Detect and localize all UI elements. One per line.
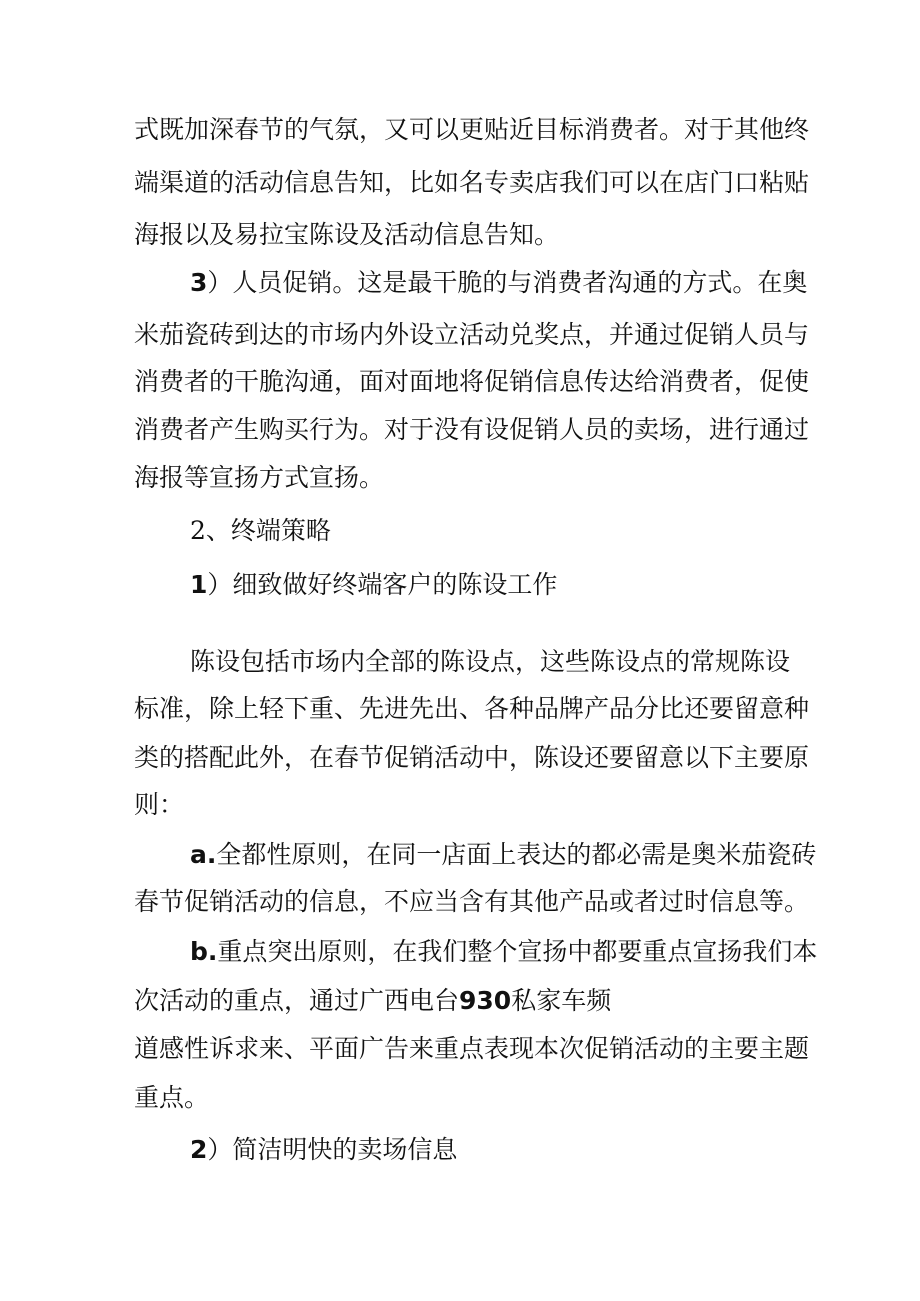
subsection-heading (190, 568, 557, 602)
paragraph-line: 春节促销活动的信息，不应当含有其他产品或者过时信息等。 (134, 887, 810, 916)
item-marker: b. (190, 937, 218, 966)
paragraph-text: 全都性原则，在同一店面上表达的都必需是奥米茄瓷砖 (216, 840, 817, 869)
subsection-heading (190, 1133, 457, 1167)
subsection-text: ）细致做好终端客户的陈设工作 (207, 570, 558, 599)
item-marker: a. (190, 840, 217, 869)
paragraph-first-line (190, 838, 816, 872)
paragraph-first-line (190, 266, 807, 300)
item-number: 3 (190, 268, 208, 297)
paragraph-first-line: 陈设包括市场内全部的陈设点，这些陈设点的常规陈设 (190, 647, 791, 676)
paragraph-line: 标准，除上轻下重、先进先出、各种品牌产品分比还要留意种 (134, 694, 810, 723)
paragraph-line: 消费者的干脆沟通，面对面地将促销信息传达给消费者，促使 (134, 367, 810, 396)
radio-frequency-number: 930 (459, 986, 512, 1015)
subsection-text: ）简洁明快的卖场信息 (207, 1135, 458, 1164)
item-number: 2 (190, 1135, 208, 1164)
paragraph-text: 次活动的重点，通过广西电台 (134, 986, 460, 1015)
paragraph-line: 重点。 (134, 1083, 210, 1112)
item-number: 1 (190, 570, 208, 599)
paragraph-line: 米茄瓷砖到达的市场内外设立活动兑奖点，并通过促销人员与 (134, 320, 810, 349)
paragraph-line: 则： (134, 790, 185, 819)
paragraph-line: 消费者产生购买行为。对于没有设促销人员的卖场，进行通过 (134, 415, 810, 444)
paragraph-line (134, 984, 611, 1018)
paragraph-text: 私家车频 (511, 986, 612, 1015)
paragraph-first-line (190, 935, 817, 969)
section-heading: 2、终端策略 (190, 516, 331, 545)
paragraph-line: 类的搭配此外，在春节促销活动中，陈设还要留意以下主要原 (134, 743, 810, 772)
paragraph-line: 海报以及易拉宝陈设及活动信息告知。 (134, 220, 560, 249)
paragraph-text: 重点突出原则，在我们整个宣扬中都要重点宣扬我们本 (217, 937, 818, 966)
paragraph-line: 式既加深春节的气氛，又可以更贴近目标消费者。对于其他终 (134, 115, 810, 144)
paragraph-line: 端渠道的活动信息告知，比如名专卖店我们可以在店门口粘贴 (134, 168, 810, 197)
paragraph-text: ）人员促销。这是最干脆的与消费者沟通的方式。在奥 (207, 268, 808, 297)
paragraph-line: 道感性诉求来、平面广告来重点表现本次促销活动的主要主题 (134, 1034, 810, 1063)
paragraph-line: 海报等宣扬方式宣扬。 (134, 463, 385, 492)
